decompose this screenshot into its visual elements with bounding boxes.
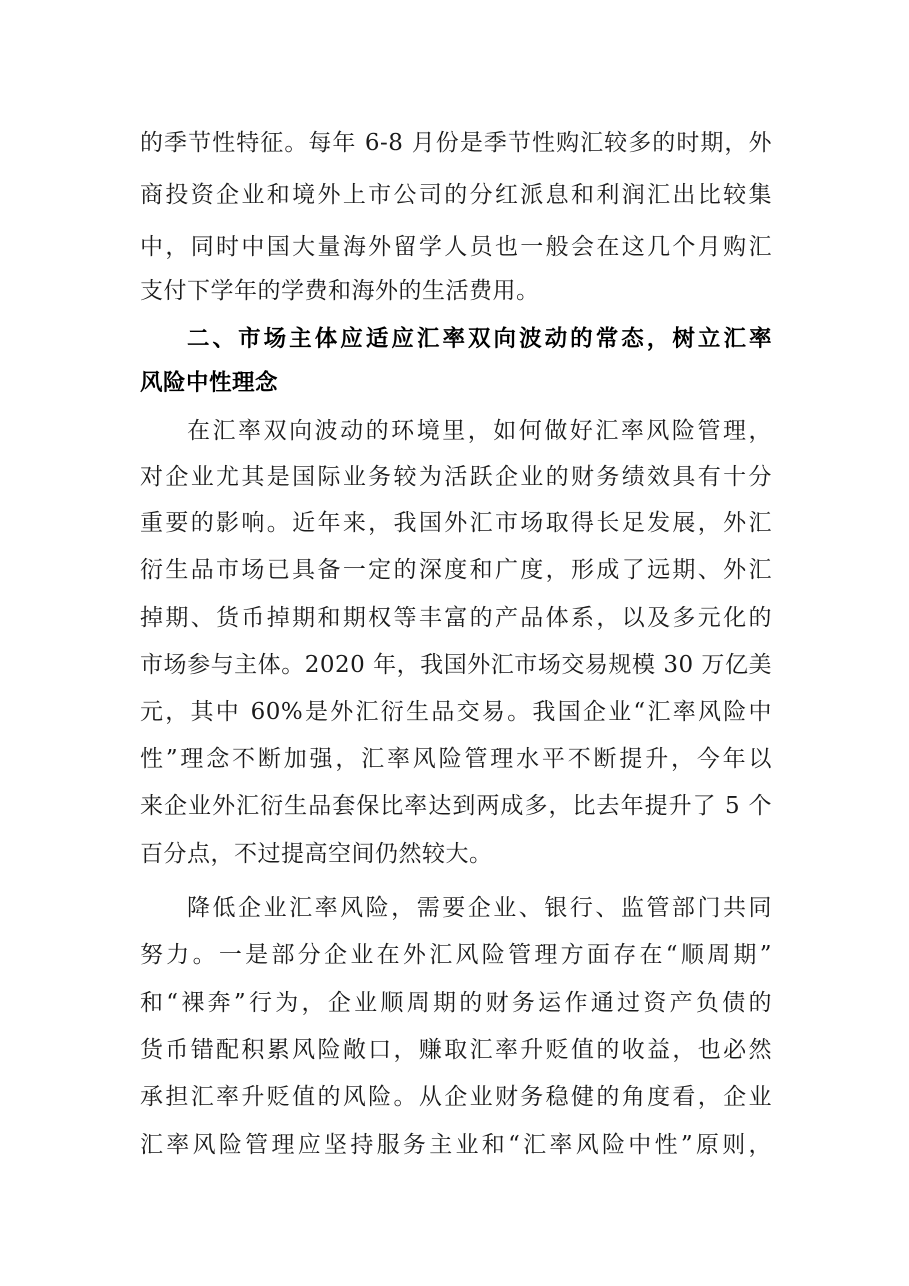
paragraph-2-line-7: 元，其中 60%是外汇衍生品交易。我国企业“汇率风险中: [140, 699, 772, 725]
section-heading-line-2: 风险中性理念: [140, 370, 279, 396]
paragraph-2-line-1: 在汇率双向波动的环境里，如何做好汇率风险管理，: [187, 418, 772, 444]
paragraph-2-line-2: 对企业尤其是国际业务较为活跃企业的财务绩效具有十分: [140, 464, 772, 490]
paragraph-2-line-5: 掉期、货币掉期和期权等丰富的产品体系，以及多元化的: [140, 605, 772, 631]
paragraph-2-line-10: 百分点，不过提高空间仍然较大。: [140, 841, 493, 867]
paragraph-1-line-3: 中，同时中国大量海外留学人员也一般会在这几个月购汇: [140, 234, 772, 260]
paragraph-3-line-3: 和“裸奔”行为，企业顺周期的财务运作通过资产负债的: [140, 990, 772, 1016]
paragraph-2-line-8: 性”理念不断加强，汇率风险管理水平不断提升，今年以: [140, 746, 772, 772]
section-heading-line-1: 二、市场主体应适应汇率双向波动的常态，树立汇率: [187, 326, 772, 352]
paragraph-2-line-4: 衍生品市场已具备一定的深度和广度，形成了远期、外汇: [140, 557, 772, 583]
paragraph-2-line-6: 市场参与主体。2020 年，我国外汇市场交易规模 30 万亿美: [140, 652, 772, 678]
paragraph-3-line-5: 承担汇率升贬值的风险。从企业财务稳健的角度看，企业: [140, 1084, 772, 1110]
paragraph-2-line-3: 重要的影响。近年来，我国外汇市场取得长足发展，外汇: [140, 510, 772, 536]
paragraph-3-line-2: 努力。一是部分企业在外汇风险管理方面存在“顺周期”: [140, 942, 772, 968]
paragraph-2-line-9: 来企业外汇衍生品套保比率达到两成多，比去年提升了 5 个: [140, 793, 772, 819]
paragraph-1-line-4: 支付下学年的学费和海外的生活费用。: [140, 278, 540, 304]
paragraph-3-line-6: 汇率风险管理应坚持服务主业和“汇率风险中性”原则，: [140, 1132, 772, 1158]
paragraph-1-line-1: 的季节性特征。每年 6-8 月份是季节性购汇较多的时期，外: [140, 130, 772, 156]
paragraph-3-line-4: 货币错配积累风险敞口，赚取汇率升贬值的收益，也必然: [140, 1037, 772, 1063]
paragraph-1-line-2: 商投资企业和境外上市公司的分红派息和利润汇出比较集: [140, 182, 772, 208]
paragraph-3-line-1: 降低企业汇率风险，需要企业、银行、监管部门共同: [187, 895, 772, 921]
